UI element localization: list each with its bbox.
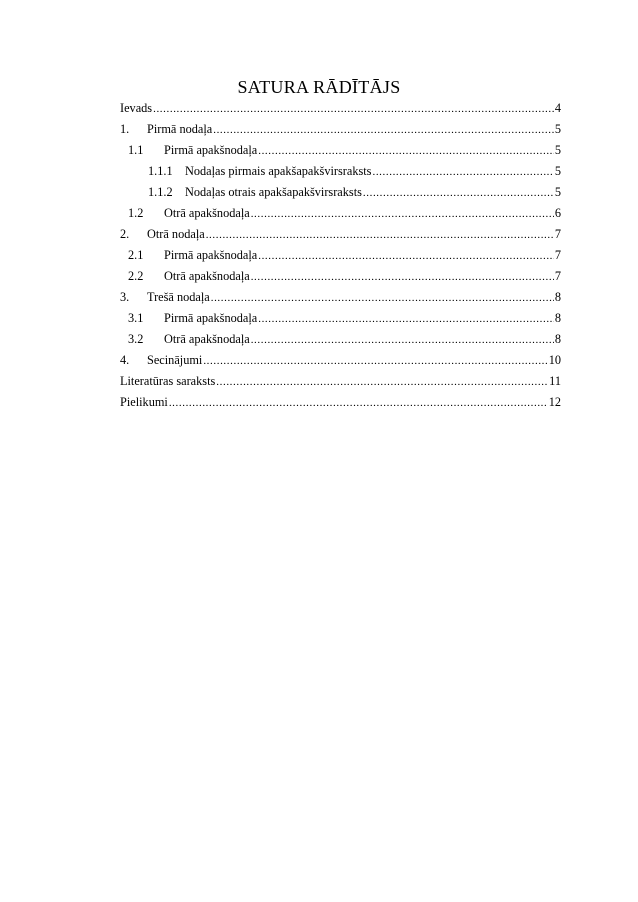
toc-entry-label: Otrā nodaļa [147, 227, 205, 241]
toc-entry-page-number: 5 [554, 143, 561, 157]
toc-entry-page-number: 8 [554, 290, 561, 304]
toc-entry[interactable] [120, 161, 561, 182]
toc-entry-label: Otrā apakšnodaļa [164, 269, 250, 283]
toc-entry[interactable] [120, 203, 561, 224]
table-of-contents [120, 98, 561, 413]
toc-entry[interactable] [120, 308, 561, 329]
toc-entry-number: 3. [120, 290, 130, 304]
toc-entry-label: Pirmā apakšnodaļa [164, 143, 258, 157]
dot-leader [203, 351, 547, 372]
toc-entry-number: 1. [120, 122, 130, 136]
toc-title: SATURA RĀDĪTĀJS [237, 77, 401, 97]
toc-entry[interactable] [120, 287, 561, 308]
dot-leader [251, 330, 554, 351]
toc-entry[interactable] [120, 329, 561, 350]
toc-entry-page-number: 7 [554, 248, 561, 262]
toc-entry[interactable] [120, 224, 561, 245]
dot-leader [363, 183, 554, 204]
toc-entry-label: Nodaļas otrais apakšapakšvirsraksts [185, 185, 362, 199]
toc-entry[interactable] [120, 266, 561, 287]
toc-entry-page-number: 11 [549, 374, 561, 388]
toc-entry-label: Nodaļas pirmais apakšapakšvirsraksts [185, 164, 372, 178]
toc-entry-label: Otrā apakšnodaļa [164, 332, 250, 346]
dot-leader [251, 204, 554, 225]
toc-entry-page-number: 6 [554, 206, 561, 220]
toc-entry-number: 3.1 [128, 311, 144, 325]
toc-entry[interactable] [120, 371, 561, 392]
dot-leader [251, 267, 554, 288]
toc-entry-page-number: 10 [548, 353, 561, 367]
toc-entry-label: Trešā nodaļa [147, 290, 210, 304]
toc-entry-page-number: 5 [554, 164, 561, 178]
toc-entry-label: Literatūras saraksts [120, 374, 216, 388]
toc-entry-page-number: 5 [554, 122, 561, 136]
dot-leader [258, 309, 554, 330]
dot-leader [153, 99, 554, 120]
toc-entry-page-number: 4 [554, 101, 561, 115]
toc-entry[interactable] [120, 350, 561, 371]
toc-entry-number: 3.2 [128, 332, 144, 346]
dot-leader [258, 246, 554, 267]
toc-entry[interactable] [120, 98, 561, 119]
toc-entry-page-number: 8 [554, 311, 561, 325]
toc-entry-number: 1.2 [128, 206, 144, 220]
toc-entry[interactable] [120, 392, 561, 413]
toc-entry[interactable] [120, 119, 561, 140]
toc-entry[interactable] [120, 140, 561, 161]
toc-entry-number: 1.1.2 [148, 185, 173, 199]
toc-entry-page-number: 5 [554, 185, 561, 199]
toc-entry-number: 4. [120, 353, 130, 367]
toc-entry-label: Pirmā apakšnodaļa [164, 248, 258, 262]
toc-entry-label: Pirmā nodaļa [147, 122, 213, 136]
toc-entry-label: Otrā apakšnodaļa [164, 206, 250, 220]
dot-leader [211, 288, 554, 309]
toc-entry-page-number: 12 [548, 395, 561, 409]
toc-entry-page-number: 7 [554, 227, 561, 241]
dot-leader [169, 393, 548, 414]
toc-entry[interactable] [120, 245, 561, 266]
dot-leader [206, 225, 554, 246]
toc-entry-number: 1.1 [128, 143, 144, 157]
toc-entry[interactable] [120, 182, 561, 203]
toc-entry-number: 2.1 [128, 248, 144, 262]
toc-entry-label: Ievads [120, 101, 153, 115]
toc-entry-number: 2. [120, 227, 130, 241]
toc-entry-label: Pielikumi [120, 395, 168, 409]
toc-entry-page-number: 8 [554, 332, 561, 346]
dot-leader [258, 141, 554, 162]
dot-leader [372, 162, 553, 183]
toc-entry-label: Pirmā apakšnodaļa [164, 311, 258, 325]
dot-leader [216, 372, 548, 393]
toc-entry-number: 1.1.1 [148, 164, 173, 178]
toc-entry-label: Secinājumi [147, 353, 203, 367]
toc-entry-page-number: 7 [554, 269, 561, 283]
toc-entry-number: 2.2 [128, 269, 144, 283]
dot-leader [213, 120, 554, 141]
